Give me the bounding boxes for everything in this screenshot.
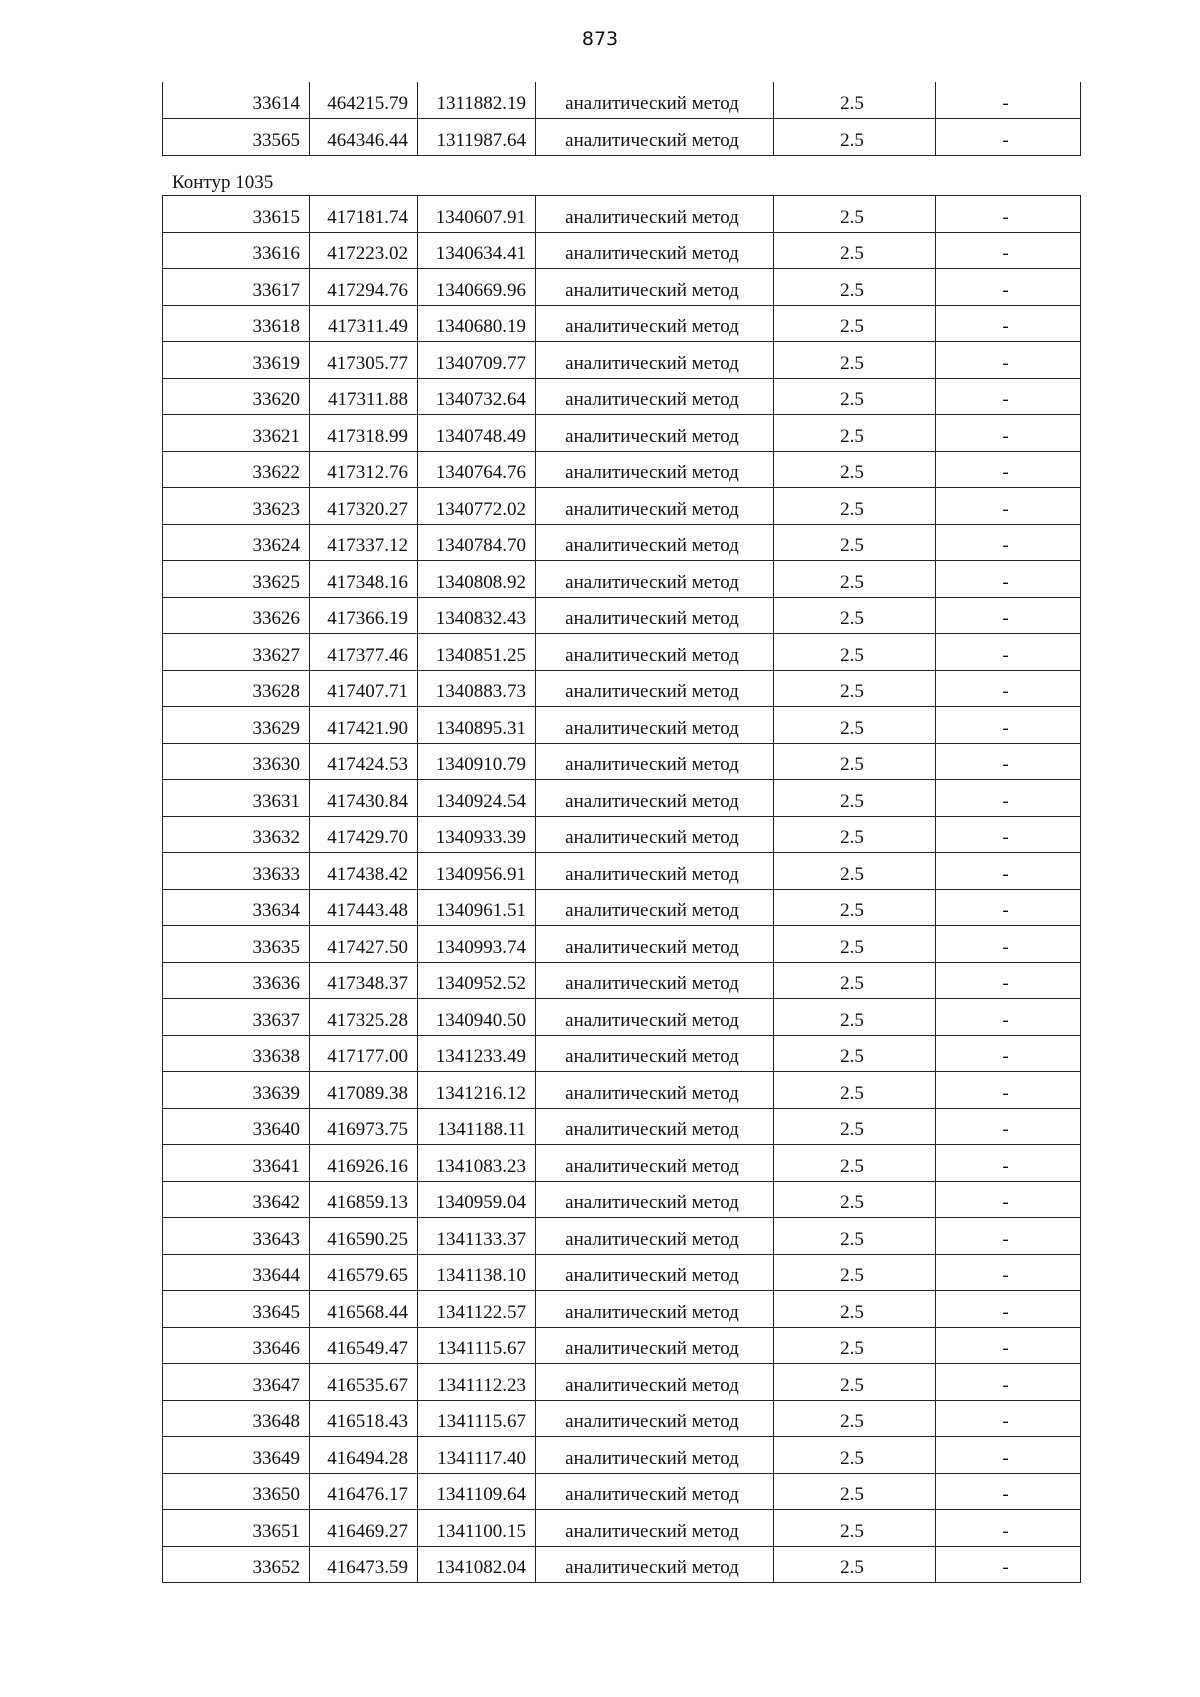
accuracy-cell: 2.5 xyxy=(774,561,936,598)
dash-cell: - xyxy=(936,1291,1081,1328)
point-number: 33637 xyxy=(163,999,310,1036)
table-row xyxy=(163,1510,1081,1547)
method-cell: аналитический метод xyxy=(536,196,774,233)
point-number: 33639 xyxy=(163,1072,310,1109)
point-number: 33631 xyxy=(163,780,310,817)
point-number: 33619 xyxy=(163,342,310,379)
table-row xyxy=(163,670,1081,707)
method-cell: аналитический метод xyxy=(536,82,774,119)
method-cell: аналитический метод xyxy=(536,1327,774,1364)
point-number: 33651 xyxy=(163,1510,310,1547)
x-coordinate: 417424.53 xyxy=(310,743,418,780)
y-coordinate: 1311882.19 xyxy=(418,82,536,119)
x-coordinate: 416859.13 xyxy=(310,1181,418,1218)
method-cell: аналитический метод xyxy=(536,1145,774,1182)
accuracy-cell: 2.5 xyxy=(774,816,936,853)
point-number: 33616 xyxy=(163,232,310,269)
method-cell: аналитический метод xyxy=(536,1364,774,1401)
method-cell: аналитический метод xyxy=(536,1291,774,1328)
y-coordinate: 1340910.79 xyxy=(418,743,536,780)
table-row xyxy=(163,415,1081,452)
table-row xyxy=(163,1108,1081,1145)
accuracy-cell: 2.5 xyxy=(774,634,936,671)
accuracy-cell: 2.5 xyxy=(774,1400,936,1437)
dash-cell: - xyxy=(936,1218,1081,1255)
y-coordinate: 1340709.77 xyxy=(418,342,536,379)
y-coordinate: 1340851.25 xyxy=(418,634,536,671)
x-coordinate: 416469.27 xyxy=(310,1510,418,1547)
accuracy-cell: 2.5 xyxy=(774,415,936,452)
x-coordinate: 417325.28 xyxy=(310,999,418,1036)
method-cell: аналитический метод xyxy=(536,269,774,306)
accuracy-cell: 2.5 xyxy=(774,1473,936,1510)
dash-cell: - xyxy=(936,597,1081,634)
method-cell: аналитический метод xyxy=(536,853,774,890)
method-cell: аналитический метод xyxy=(536,962,774,999)
x-coordinate: 416926.16 xyxy=(310,1145,418,1182)
accuracy-cell: 2.5 xyxy=(774,1254,936,1291)
point-number: 33652 xyxy=(163,1546,310,1583)
method-cell: аналитический метод xyxy=(536,1035,774,1072)
accuracy-cell: 2.5 xyxy=(774,342,936,379)
y-coordinate: 1340993.74 xyxy=(418,926,536,963)
dash-cell: - xyxy=(936,524,1081,561)
x-coordinate: 416579.65 xyxy=(310,1254,418,1291)
x-coordinate: 417407.71 xyxy=(310,670,418,707)
method-cell: аналитический метод xyxy=(536,1510,774,1547)
x-coordinate: 417312.76 xyxy=(310,451,418,488)
accuracy-cell: 2.5 xyxy=(774,999,936,1036)
y-coordinate: 1340832.43 xyxy=(418,597,536,634)
table-row xyxy=(163,305,1081,342)
point-number: 33643 xyxy=(163,1218,310,1255)
dash-cell: - xyxy=(936,1546,1081,1583)
y-coordinate: 1340933.39 xyxy=(418,816,536,853)
y-coordinate: 1341233.49 xyxy=(418,1035,536,1072)
table-row xyxy=(163,1546,1081,1583)
y-coordinate: 1340924.54 xyxy=(418,780,536,817)
dash-cell: - xyxy=(936,378,1081,415)
method-cell: аналитический метод xyxy=(536,488,774,525)
accuracy-cell: 2.5 xyxy=(774,232,936,269)
y-coordinate: 1340883.73 xyxy=(418,670,536,707)
table-row xyxy=(163,1327,1081,1364)
y-coordinate: 1340634.41 xyxy=(418,232,536,269)
x-coordinate: 417348.16 xyxy=(310,561,418,598)
accuracy-cell: 2.5 xyxy=(774,743,936,780)
table-row xyxy=(163,1254,1081,1291)
x-coordinate: 417443.48 xyxy=(310,889,418,926)
y-coordinate: 1340784.70 xyxy=(418,524,536,561)
accuracy-cell: 2.5 xyxy=(774,1291,936,1328)
table-row xyxy=(163,743,1081,780)
table-row xyxy=(163,999,1081,1036)
point-number: 33633 xyxy=(163,853,310,890)
dash-cell: - xyxy=(936,780,1081,817)
point-number: 33628 xyxy=(163,670,310,707)
dash-cell: - xyxy=(936,1035,1081,1072)
coordinates-table-continued xyxy=(162,82,1081,156)
x-coordinate: 417377.46 xyxy=(310,634,418,671)
accuracy-cell: 2.5 xyxy=(774,780,936,817)
table-row xyxy=(163,1291,1081,1328)
table-row xyxy=(163,1181,1081,1218)
point-number: 33638 xyxy=(163,1035,310,1072)
table-row xyxy=(163,962,1081,999)
x-coordinate: 417181.74 xyxy=(310,196,418,233)
point-number: 33629 xyxy=(163,707,310,744)
x-coordinate: 417366.19 xyxy=(310,597,418,634)
dash-cell: - xyxy=(936,1473,1081,1510)
table-row xyxy=(163,119,1081,156)
point-number: 33649 xyxy=(163,1437,310,1474)
point-number: 33641 xyxy=(163,1145,310,1182)
method-cell: аналитический метод xyxy=(536,561,774,598)
y-coordinate: 1340808.92 xyxy=(418,561,536,598)
accuracy-cell: 2.5 xyxy=(774,1327,936,1364)
dash-cell: - xyxy=(936,305,1081,342)
method-cell: аналитический метод xyxy=(536,378,774,415)
x-coordinate: 417177.00 xyxy=(310,1035,418,1072)
method-cell: аналитический метод xyxy=(536,816,774,853)
method-cell: аналитический метод xyxy=(536,1254,774,1291)
table-row xyxy=(163,1145,1081,1182)
dash-cell: - xyxy=(936,962,1081,999)
x-coordinate: 417320.27 xyxy=(310,488,418,525)
method-cell: аналитический метод xyxy=(536,780,774,817)
accuracy-cell: 2.5 xyxy=(774,524,936,561)
accuracy-cell: 2.5 xyxy=(774,889,936,926)
accuracy-cell: 2.5 xyxy=(774,1546,936,1583)
x-coordinate: 417311.49 xyxy=(310,305,418,342)
y-coordinate: 1341082.04 xyxy=(418,1546,536,1583)
table-row xyxy=(163,451,1081,488)
point-number: 33625 xyxy=(163,561,310,598)
y-coordinate: 1341117.40 xyxy=(418,1437,536,1474)
method-cell: аналитический метод xyxy=(536,305,774,342)
point-number: 33640 xyxy=(163,1108,310,1145)
point-number: 33634 xyxy=(163,889,310,926)
method-cell: аналитический метод xyxy=(536,1108,774,1145)
y-coordinate: 1340956.91 xyxy=(418,853,536,890)
accuracy-cell: 2.5 xyxy=(774,451,936,488)
method-cell: аналитический метод xyxy=(536,707,774,744)
y-coordinate: 1340669.96 xyxy=(418,269,536,306)
method-cell: аналитический метод xyxy=(536,451,774,488)
point-number: 33648 xyxy=(163,1400,310,1437)
method-cell: аналитический метод xyxy=(536,670,774,707)
dash-cell: - xyxy=(936,232,1081,269)
x-coordinate: 417438.42 xyxy=(310,853,418,890)
accuracy-cell: 2.5 xyxy=(774,269,936,306)
y-coordinate: 1341138.10 xyxy=(418,1254,536,1291)
y-coordinate: 1341100.15 xyxy=(418,1510,536,1547)
y-coordinate: 1340961.51 xyxy=(418,889,536,926)
dash-cell: - xyxy=(936,816,1081,853)
table-row xyxy=(163,926,1081,963)
y-coordinate: 1340772.02 xyxy=(418,488,536,525)
dash-cell: - xyxy=(936,1364,1081,1401)
table-row xyxy=(163,342,1081,379)
accuracy-cell: 2.5 xyxy=(774,196,936,233)
y-coordinate: 1341112.23 xyxy=(418,1364,536,1401)
y-coordinate: 1311987.64 xyxy=(418,119,536,156)
point-number: 33621 xyxy=(163,415,310,452)
method-cell: аналитический метод xyxy=(536,1400,774,1437)
method-cell: аналитический метод xyxy=(536,597,774,634)
method-cell: аналитический метод xyxy=(536,415,774,452)
method-cell: аналитический метод xyxy=(536,119,774,156)
dash-cell: - xyxy=(936,634,1081,671)
y-coordinate: 1340732.64 xyxy=(418,378,536,415)
table-row xyxy=(163,1218,1081,1255)
y-coordinate: 1341115.67 xyxy=(418,1327,536,1364)
dash-cell: - xyxy=(936,1400,1081,1437)
table-row xyxy=(163,269,1081,306)
accuracy-cell: 2.5 xyxy=(774,1145,936,1182)
table-row xyxy=(163,232,1081,269)
point-number: 33636 xyxy=(163,962,310,999)
dash-cell: - xyxy=(936,1072,1081,1109)
method-cell: аналитический метод xyxy=(536,1546,774,1583)
x-coordinate: 416518.43 xyxy=(310,1400,418,1437)
point-number: 33645 xyxy=(163,1291,310,1328)
accuracy-cell: 2.5 xyxy=(774,1181,936,1218)
x-coordinate: 417089.38 xyxy=(310,1072,418,1109)
x-coordinate: 417348.37 xyxy=(310,962,418,999)
table-row xyxy=(163,597,1081,634)
dash-cell: - xyxy=(936,889,1081,926)
dash-cell: - xyxy=(936,670,1081,707)
accuracy-cell: 2.5 xyxy=(774,378,936,415)
y-coordinate: 1341083.23 xyxy=(418,1145,536,1182)
dash-cell: - xyxy=(936,707,1081,744)
dash-cell: - xyxy=(936,853,1081,890)
point-number: 33618 xyxy=(163,305,310,342)
dash-cell: - xyxy=(936,1108,1081,1145)
accuracy-cell: 2.5 xyxy=(774,1510,936,1547)
point-number: 33617 xyxy=(163,269,310,306)
x-coordinate: 416590.25 xyxy=(310,1218,418,1255)
dash-cell: - xyxy=(936,82,1081,119)
table-row xyxy=(163,82,1081,119)
accuracy-cell: 2.5 xyxy=(774,1035,936,1072)
method-cell: аналитический метод xyxy=(536,342,774,379)
x-coordinate: 417311.88 xyxy=(310,378,418,415)
table-row xyxy=(163,524,1081,561)
method-cell: аналитический метод xyxy=(536,1218,774,1255)
x-coordinate: 416494.28 xyxy=(310,1437,418,1474)
dash-cell: - xyxy=(936,342,1081,379)
x-coordinate: 417429.70 xyxy=(310,816,418,853)
table-row xyxy=(163,1400,1081,1437)
point-number: 33644 xyxy=(163,1254,310,1291)
table-row xyxy=(163,561,1081,598)
point-number: 33622 xyxy=(163,451,310,488)
table-row xyxy=(163,378,1081,415)
y-coordinate: 1340952.52 xyxy=(418,962,536,999)
dash-cell: - xyxy=(936,561,1081,598)
table-row xyxy=(163,1072,1081,1109)
point-number: 33632 xyxy=(163,816,310,853)
y-coordinate: 1341188.11 xyxy=(418,1108,536,1145)
x-coordinate: 416535.67 xyxy=(310,1364,418,1401)
table-row xyxy=(163,196,1081,233)
point-number: 33615 xyxy=(163,196,310,233)
table-row xyxy=(163,1473,1081,1510)
x-coordinate: 417427.50 xyxy=(310,926,418,963)
x-coordinate: 416973.75 xyxy=(310,1108,418,1145)
dash-cell: - xyxy=(936,743,1081,780)
table-row xyxy=(163,707,1081,744)
method-cell: аналитический метод xyxy=(536,1181,774,1218)
y-coordinate: 1341122.57 xyxy=(418,1291,536,1328)
point-number: 33646 xyxy=(163,1327,310,1364)
table-row xyxy=(163,889,1081,926)
dash-cell: - xyxy=(936,1254,1081,1291)
accuracy-cell: 2.5 xyxy=(774,1218,936,1255)
method-cell: аналитический метод xyxy=(536,926,774,963)
y-coordinate: 1340748.49 xyxy=(418,415,536,452)
y-coordinate: 1341115.67 xyxy=(418,1400,536,1437)
method-cell: аналитический метод xyxy=(536,1072,774,1109)
method-cell: аналитический метод xyxy=(536,743,774,780)
y-coordinate: 1340959.04 xyxy=(418,1181,536,1218)
table-row xyxy=(163,853,1081,890)
dash-cell: - xyxy=(936,119,1081,156)
dash-cell: - xyxy=(936,1510,1081,1547)
accuracy-cell: 2.5 xyxy=(774,1108,936,1145)
x-coordinate: 464346.44 xyxy=(310,119,418,156)
accuracy-cell: 2.5 xyxy=(774,1364,936,1401)
table-row xyxy=(163,780,1081,817)
page-number: 873 xyxy=(581,28,619,50)
point-number: 33623 xyxy=(163,488,310,525)
x-coordinate: 417305.77 xyxy=(310,342,418,379)
method-cell: аналитический метод xyxy=(536,524,774,561)
accuracy-cell: 2.5 xyxy=(774,597,936,634)
table-row xyxy=(163,634,1081,671)
point-number: 33614 xyxy=(163,82,310,119)
table-row xyxy=(163,488,1081,525)
x-coordinate: 417318.99 xyxy=(310,415,418,452)
y-coordinate: 1340680.19 xyxy=(418,305,536,342)
point-number: 33627 xyxy=(163,634,310,671)
y-coordinate: 1340764.76 xyxy=(418,451,536,488)
y-coordinate: 1341216.12 xyxy=(418,1072,536,1109)
x-coordinate: 417337.12 xyxy=(310,524,418,561)
point-number: 33642 xyxy=(163,1181,310,1218)
y-coordinate: 1340940.50 xyxy=(418,999,536,1036)
y-coordinate: 1340607.91 xyxy=(418,196,536,233)
dash-cell: - xyxy=(936,196,1081,233)
coordinates-table xyxy=(162,195,1081,1583)
dash-cell: - xyxy=(936,1181,1081,1218)
x-coordinate: 464215.79 xyxy=(310,82,418,119)
dash-cell: - xyxy=(936,926,1081,963)
x-coordinate: 417421.90 xyxy=(310,707,418,744)
accuracy-cell: 2.5 xyxy=(774,488,936,525)
dash-cell: - xyxy=(936,451,1081,488)
point-number: 33624 xyxy=(163,524,310,561)
x-coordinate: 417294.76 xyxy=(310,269,418,306)
point-number: 33620 xyxy=(163,378,310,415)
accuracy-cell: 2.5 xyxy=(774,1437,936,1474)
dash-cell: - xyxy=(936,1327,1081,1364)
point-number: 33647 xyxy=(163,1364,310,1401)
point-number: 33626 xyxy=(163,597,310,634)
table-row xyxy=(163,1364,1081,1401)
accuracy-cell: 2.5 xyxy=(774,119,936,156)
dash-cell: - xyxy=(936,415,1081,452)
accuracy-cell: 2.5 xyxy=(774,670,936,707)
dash-cell: - xyxy=(936,1437,1081,1474)
dash-cell: - xyxy=(936,269,1081,306)
dash-cell: - xyxy=(936,1145,1081,1182)
accuracy-cell: 2.5 xyxy=(774,853,936,890)
accuracy-cell: 2.5 xyxy=(774,962,936,999)
x-coordinate: 416476.17 xyxy=(310,1473,418,1510)
method-cell: аналитический метод xyxy=(536,1473,774,1510)
accuracy-cell: 2.5 xyxy=(774,82,936,119)
point-number: 33565 xyxy=(163,119,310,156)
point-number: 33650 xyxy=(163,1473,310,1510)
dash-cell: - xyxy=(936,488,1081,525)
table-row xyxy=(163,816,1081,853)
accuracy-cell: 2.5 xyxy=(774,1072,936,1109)
x-coordinate: 417430.84 xyxy=(310,780,418,817)
x-coordinate: 416473.59 xyxy=(310,1546,418,1583)
y-coordinate: 1341133.37 xyxy=(418,1218,536,1255)
point-number: 33635 xyxy=(163,926,310,963)
contour-label: Контур 1035 xyxy=(172,172,274,193)
table-row xyxy=(163,1437,1081,1474)
accuracy-cell: 2.5 xyxy=(774,305,936,342)
table-row xyxy=(163,1035,1081,1072)
accuracy-cell: 2.5 xyxy=(774,926,936,963)
method-cell: аналитический метод xyxy=(536,999,774,1036)
method-cell: аналитический метод xyxy=(536,634,774,671)
method-cell: аналитический метод xyxy=(536,889,774,926)
x-coordinate: 416568.44 xyxy=(310,1291,418,1328)
y-coordinate: 1340895.31 xyxy=(418,707,536,744)
x-coordinate: 417223.02 xyxy=(310,232,418,269)
accuracy-cell: 2.5 xyxy=(774,707,936,744)
method-cell: аналитический метод xyxy=(536,232,774,269)
point-number: 33630 xyxy=(163,743,310,780)
dash-cell: - xyxy=(936,999,1081,1036)
method-cell: аналитический метод xyxy=(536,1437,774,1474)
x-coordinate: 416549.47 xyxy=(310,1327,418,1364)
y-coordinate: 1341109.64 xyxy=(418,1473,536,1510)
